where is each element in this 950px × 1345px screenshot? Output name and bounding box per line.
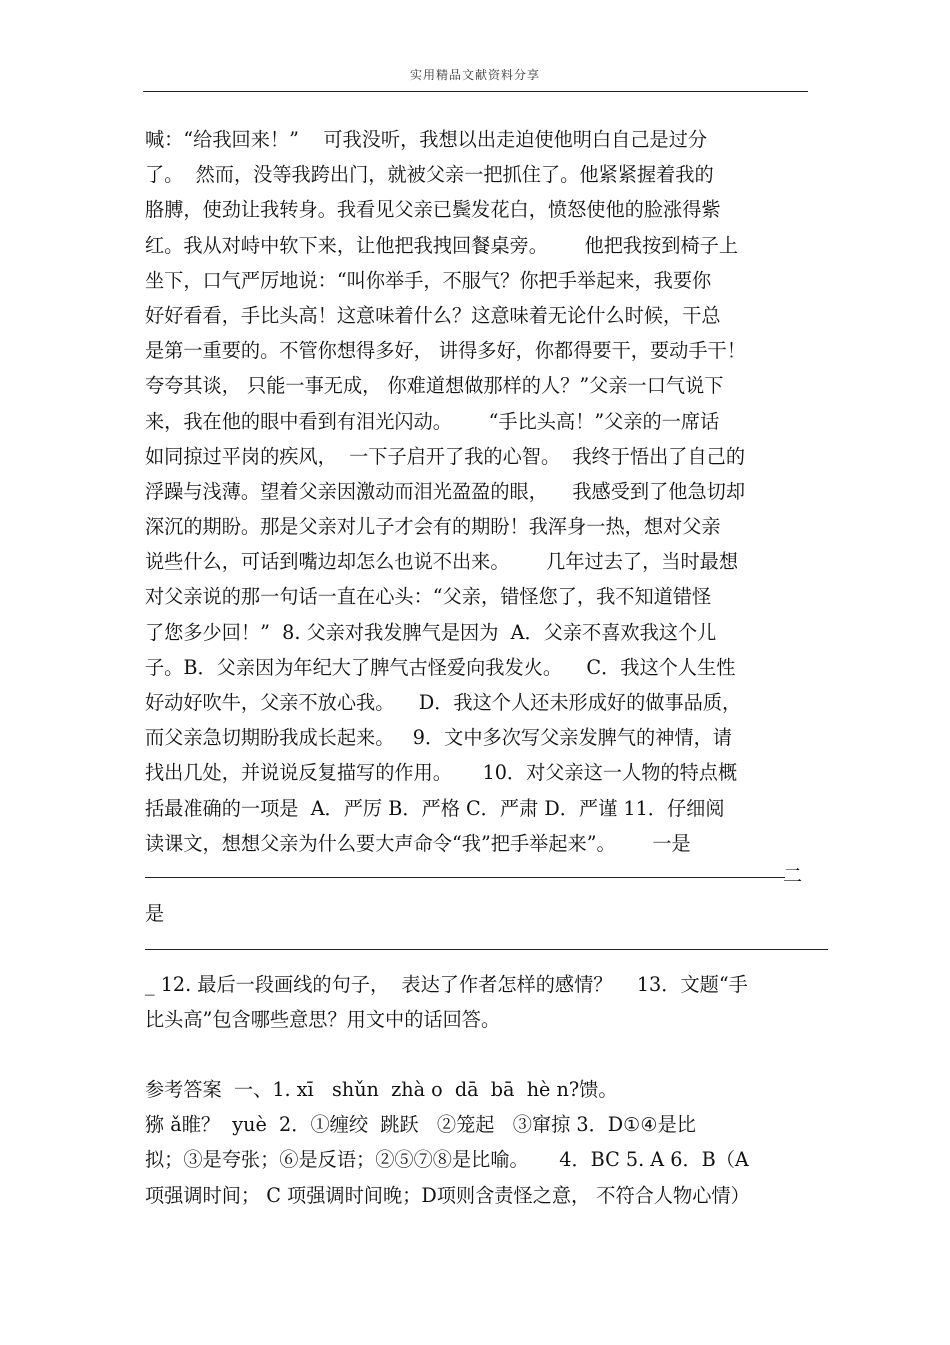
text-line: 比头高”包含哪些意思？用文中的话回答。 [145, 1007, 501, 1031]
text-line: 是第一重要的。不管你想得多好， 讲得多好，你都得要干，要动手干！ [145, 339, 746, 363]
text-line: 坐下，口气严厉地说：“叫你举手，不服气？你把手举起来，我要你 [145, 268, 712, 292]
text-line: 了。 然而，没等我跨出门，就被父亲一把抓住了。他紧紧握着我的 [145, 163, 714, 187]
text-line [145, 861, 825, 896]
text-line: 而父亲急切期盼我成长起来。 9．文中多次写父亲发脾气的神情，请 [145, 726, 732, 750]
text-line: 对父亲说的那一句话一直在心头：“父亲，错怪您了，我不知道错怪 [145, 585, 712, 609]
answer-blank-line-1 [145, 877, 785, 878]
text-line: 说些什么，可话到嘴边却怎么也说不出来。 几年过去了，当时最想 [145, 550, 739, 574]
text-line: 好动好吹牛，父亲不放心我。 D．我这个人还未形成好的做事品质， [145, 691, 742, 714]
text-line: 猕 ǎ睢？ yuè 2．①缠绞 跳跃 ②笼起 ③窜掠 3．D①④是比 [145, 1113, 696, 1137]
text-line: 拟；③是夸张；⑥是反语；②⑤⑦⑧是比喻。 4．BC 5. A 6．B（A [145, 1148, 749, 1172]
text-line: 了您多少回！” 8. 父亲对我发脾气是因为 A．父亲不喜欢我这个儿 [145, 620, 717, 644]
text-line: 来，我在他的眼中看到有泪光闪动。 “手比头高！”父亲的一席话 [145, 409, 720, 433]
second-marker: 二 [783, 864, 803, 887]
text-line [145, 1037, 825, 1072]
document-body [145, 122, 825, 1213]
text-line: 是 [145, 902, 165, 926]
text-line: 胳膊，使劲让我转身。我看见父亲已鬓发花白，愤怒使他的脸涨得紫 [145, 198, 721, 222]
text-line: 读课文，想想父亲为什么要大声命令“我”把手举起来”。 一是 [145, 831, 691, 855]
text-line: 括最准确的一项是 A．严厉 B．严格 C．严肃 D．严谨 11．仔细阅 [145, 796, 725, 820]
text-line: 找出几处，并说说反复描写的作用。 10．对父亲这一人物的特点概 [145, 761, 738, 785]
text-line: 好好看看，手比头高！这意味着什么？这意味着无论什么时候，干总 [145, 303, 721, 327]
header-divider [143, 91, 808, 92]
text-line: 深沉的期盼。那是父亲对儿子才会有的期盼！我浑身一热，想对父亲 [145, 515, 721, 539]
text-line: 子。B．父亲因为年纪大了脾气古怪爱向我发火。 C．我这个人生性 [145, 655, 736, 679]
text-line: 浮躁与浅薄。望着父亲因激动而泪光盈盈的眼， 我感受到了他急切却 [145, 479, 746, 503]
text-line: 参考答案 一、1. xī shǔn zhà o dā bā hè n?馈。 [145, 1078, 618, 1102]
text-line: 喊：“给我回来！” 可我没听，我想以出走迫使他明白自己是过分 [145, 128, 708, 151]
page-header: 实用精品文献资料分享 [409, 68, 540, 82]
text-line: 如同掠过平岗的疾风， 一下子启开了我的心智。 我终于悟出了自己的 [145, 444, 746, 468]
text-line: 项强调时间； C 项强调时间晚；D项则含责怪之意， 不符合人物心情） [145, 1183, 750, 1207]
text-line: 夸夸其谈， 只能一事无成， 你难道想做那样的人？”父亲一口气说下 [145, 374, 724, 398]
text-line: _ 12. 最后一段画线的句子， 表达了作者怎样的感情？ 13．文题“手 [145, 972, 748, 996]
text-line: 红。我从对峙中软下来，让他把我拽回餐桌旁。 他把我按到椅子上 [145, 233, 739, 257]
answer-blank-line-2 [145, 949, 828, 950]
